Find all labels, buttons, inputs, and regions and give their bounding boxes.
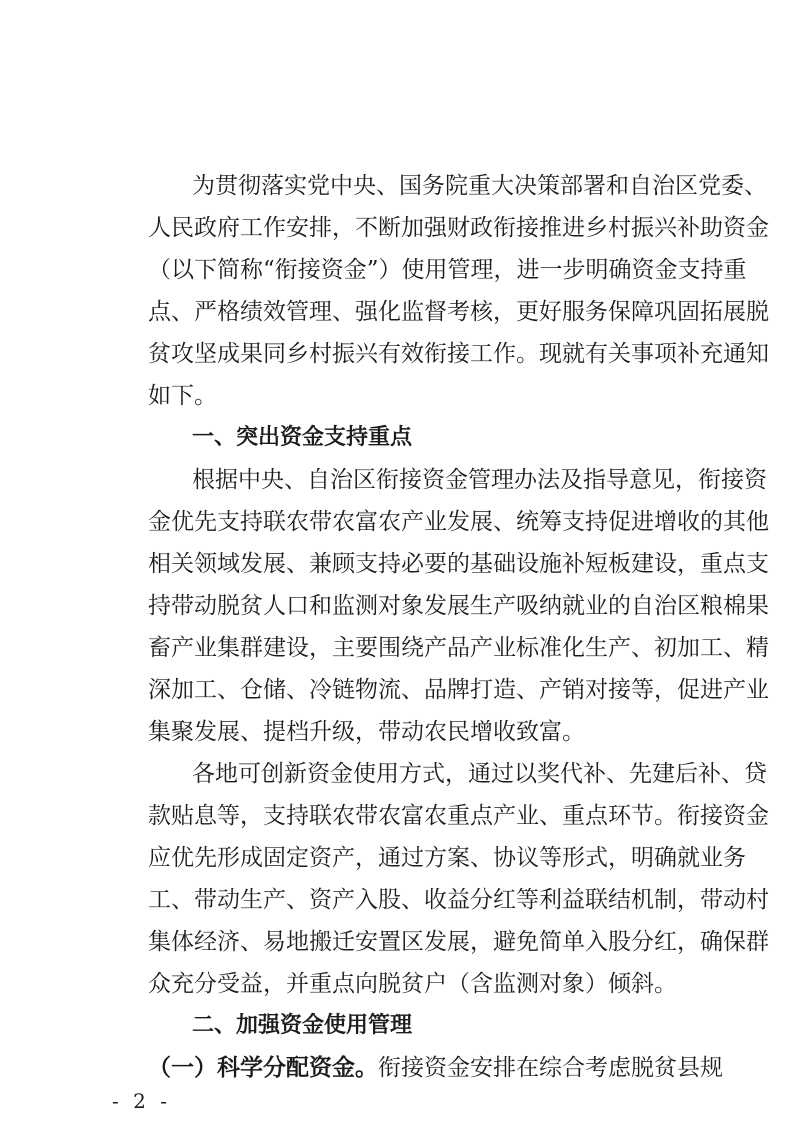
intro-line-6: 如下。: [148, 383, 217, 409]
intro-line-4: 点、严格绩效管理、强化监督考核，更好服务保障巩固拓展脱: [148, 299, 769, 325]
section2-heading: 二、加强资金使用管理: [192, 1013, 413, 1038]
s1p1-line-1: 根据中央、自治区衔接资金管理办法及指导意见，衔接资: [192, 467, 767, 493]
s1p1-line-6: 深加工、仓储、冷链物流、品牌打造、产销对接等，促进产业: [148, 677, 769, 703]
s2-item1-text: 衔接资金安排在综合考虑脱贫县规: [378, 1055, 723, 1081]
s1p2-line-2: 款贴息等，支持联农带农富农重点产业、重点环节。衔接资金: [148, 803, 769, 829]
s1p1-line-2: 金优先支持联农带农富农产业发展、统筹支持促进增收的其他: [148, 509, 769, 535]
s1p2-line-5: 集体经济、易地搬迁安置区发展，避免简单入股分红，确保群: [148, 929, 769, 955]
s1p2-line-4: 工、带动生产、资产入股、收益分红等利益联结机制，带动村: [148, 887, 769, 913]
s1p1-line-7: 集聚发展、提档升级，带动农民增收致富。: [148, 719, 585, 745]
s1p1-line-5: 畜产业集群建设，主要围绕产品产业标准化生产、初加工、精: [148, 635, 769, 661]
section1-heading: 一、突出资金支持重点: [192, 425, 413, 450]
s2-item1-line: [148, 1053, 723, 1083]
intro-line-2: 人民政府工作安排，不断加强财政衔接推进乡村振兴补助资金: [148, 215, 769, 241]
s1p1-line-4: 持带动脱贫人口和监测对象发展生产吸纳就业的自治区粮棉果: [148, 593, 769, 619]
intro-line-1: 为贯彻落实党中央、国务院重大决策部署和自治区党委、: [192, 173, 767, 199]
s1p2-line-3: 应优先形成固定资产，通过方案、协议等形式，明确就业务: [148, 845, 746, 871]
intro-line-3: （以下简称“衔接资金”）使用管理，进一步明确资金支持重: [148, 257, 747, 283]
s2-item1-label: （一）科学分配资金。: [148, 1054, 378, 1081]
s1p1-line-3: 相关领域发展、兼顾支持必要的基础设施补短板建设，重点支: [148, 551, 769, 577]
s1p2-line-1: 各地可创新资金使用方式，通过以奖代补、先建后补、贷: [192, 761, 767, 787]
s1p2-line-6: 众充分受益，并重点向脱贫户（含监测对象）倾斜。: [148, 971, 677, 997]
intro-line-5: 贫攻坚成果同乡村振兴有效衔接工作。现就有关事项补充通知: [148, 341, 769, 367]
page-number: - 2 -: [112, 1089, 171, 1113]
